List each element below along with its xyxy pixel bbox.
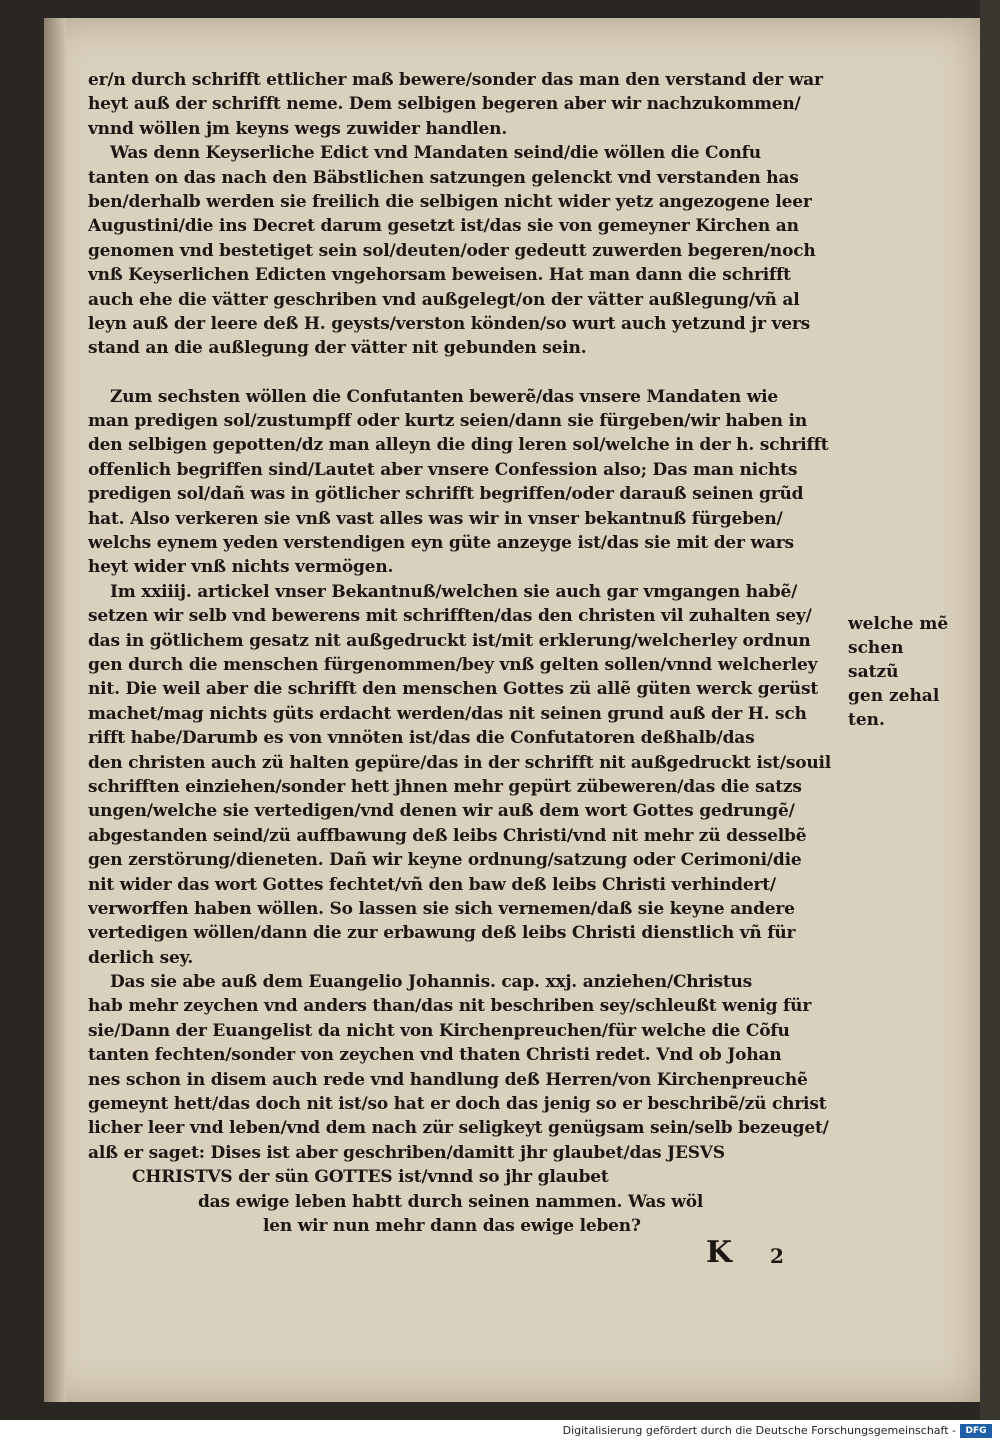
text-line: den christen auch zü halten gepüre/das in der schrifft nit außgedruckt ist/souil [88,752,832,773]
text-line: Das sie abe auß dem Euangelio Johannis. cap. xxj. anziehen/Christus [110,972,753,993]
text-line: man predigen sol/zustumpff oder kurtz seien/dann sie fürgeben/wir haben in [88,411,807,432]
text-line: vnß Keyserlichen Edicten vngehorsam beweisen. Hat man dann die schrifft [88,265,791,286]
margin-note [848,612,958,732]
text-line: gemeynt hett/das doch nit ist/so hat er doch das jenig so er beschribẽ/zü christ [88,1094,827,1115]
text-line: licher leer vnd leben/vnd dem nach zür seligkeyt genügsam sein/selb bezeuget/ [88,1118,829,1139]
text-line: vnnd wöllen jm keyns wegs zuwider handlen. [88,118,508,139]
scan-right-border [980,0,1000,1420]
paragraph-gap [88,361,848,385]
footer-credit: Digitalisierung gefördert durch die Deutsche Forschungsgemeinschaft - [562,1424,956,1437]
folio-number: 2 [770,1244,784,1268]
text-line: gen zerstörung/dieneten. Dañ wir keyne ordnung/satzung oder Cerimoni/die [88,850,802,871]
text-line: er/n durch schrifft ettlicher maß bewere/sonder das man den verstand der war [88,70,823,90]
text-line: Im xxiiij. artickel vnser Bekantnuß/welchen sie auch gar vmgangen habẽ/ [110,581,798,602]
text-line: tanten fechten/sonder von zeychen vnd thaten Christi redet. Vnd ob Johan [88,1045,782,1066]
dfg-logo-icon: DFG [960,1424,992,1438]
text-line: stand an die außlegung der vätter nit gebunden sein. [88,338,587,359]
page-gutter-shadow [44,18,66,1402]
text-line: vertedigen wöllen/dann die zur erbawung deß leibs Christi dienstlich vñ für [88,923,796,944]
text-line: derlich sey. [88,947,194,968]
text-line: abgestanden seind/zü auffbawung deß leibs Christi/vnd nit mehr zü desselbẽ [88,825,807,846]
margin-note-line: gen zehal [848,686,940,706]
text-line: nes schon in disem auch rede vnd handlung deß Herren/von Kirchenpreuchẽ [88,1069,808,1090]
text-line: nit. Die weil aber die schrifft den menschen Gottes zü allẽ güten werck gerüst [88,679,818,700]
text-line: nit wider das wort Gottes fechtet/vñ den baw deß leibs Christi verhindert/ [88,874,776,895]
text-line: heyt wider vnß nichts vermögen. [88,557,394,578]
margin-note-line: welche mẽ [848,614,949,634]
text-line: das ewige leben habtt durch seinen nammen. Was wöl [198,1191,704,1212]
signature-mark: K [706,1235,733,1270]
margin-note-line: schen satzũ [848,638,904,682]
text-line: Augustini/die ins Decret darum gesetzt ist/das sie von gemeyner Kirchen an [88,216,799,237]
text-line: CHRISTVS der sün GOTTES ist/vnnd so jhr glaubet [132,1167,609,1188]
text-line: hat. Also verkeren sie vnß vast alles was wir in vnser bekantnuß fürgeben/ [88,508,783,529]
text-line: verworffen haben wöllen. So lassen sie sich vernemen/daß sie keyne andere [88,898,795,919]
text-line: gen durch die menschen fürgenommen/bey vnß gelten sollen/vnnd welcherley [88,654,818,675]
text-line: alß er saget: Dises ist aber geschriben/damitt jhr glaubet/das JESVS [88,1142,725,1163]
text-line: len wir nun mehr dann das ewige leben? [263,1215,641,1236]
text-line: tanten on das nach den Bäbstlichen satzungen gelenckt vnd verstanden has [88,167,799,188]
text-line: heyt auß der schrifft neme. Dem selbigen begeren aber wir nachzukommen/ [88,94,801,115]
text-line: hab mehr zeychen vnd anders than/das nit beschriben sey/schleußt wenig für [88,996,812,1017]
text-line: sie/Dann der Euangelist da nicht von Kirchenpreuchen/für welche die Cõfu [88,1020,790,1041]
text-line: welchs eynem yeden verstendigen eyn güte anzeyge ist/das sie mit der wars [88,533,794,554]
text-line: ungen/welche sie vertedigen/vnd denen wir auß dem wort Gottes gedrungẽ/ [88,801,795,822]
text-line: leyn auß der leere deß H. geysts/verston könden/so wurt auch yetzund jr vers [88,313,810,334]
footer-bar [0,1420,1000,1443]
text-line: das in götlichem gesatz nit außgedruckt ist/mit erklerung/welcherley ordnun [88,630,811,651]
text-line: offenlich begriffen sind/Lautet aber vnsere Confession also; Das man nichts [88,459,798,480]
margin-note-line: ten. [848,710,885,730]
text-line: den selbigen gepotten/dz man alleyn die ding leren sol/welche in der h. schrifft [88,435,829,456]
text-line: rifft habe/Darumb es von vnnöten ist/das die Confutatoren deßhalb/das [88,728,755,749]
text-line: Zum sechsten wöllen die Confutanten bewerẽ/das vnsere Mandaten wie [110,386,779,407]
text-line: schrifften einziehen/sonder hett jhnen mehr gepürt zübeweren/das die satzs [88,776,802,797]
text-line: setzen wir selb vnd bewerens mit schrifften/das den christen vil zuhalten sey/ [88,606,812,627]
text-line: ben/derhalb werden sie freilich die selbigen nicht wider yetz angezogene leer [88,191,812,212]
body-text [88,68,848,1238]
text-line: genomen vnd bestetiget sein sol/deuten/oder gedeutt zuwerden begeren/noch [88,240,816,261]
text-line: Was denn Keyserliche Edict vnd Mandaten seind/die wöllen die Confu [110,143,761,164]
text-line: predigen sol/dañ was in götlicher schrifft begriffen/oder darauß seinen grũd [88,484,804,505]
text-line: auch ehe die vätter geschriben vnd außgelegt/on der vätter außlegung/vñ al [88,289,800,310]
text-line: machet/mag nichts güts erdacht werden/das nit seinen grund auß der H. sch [88,703,807,724]
